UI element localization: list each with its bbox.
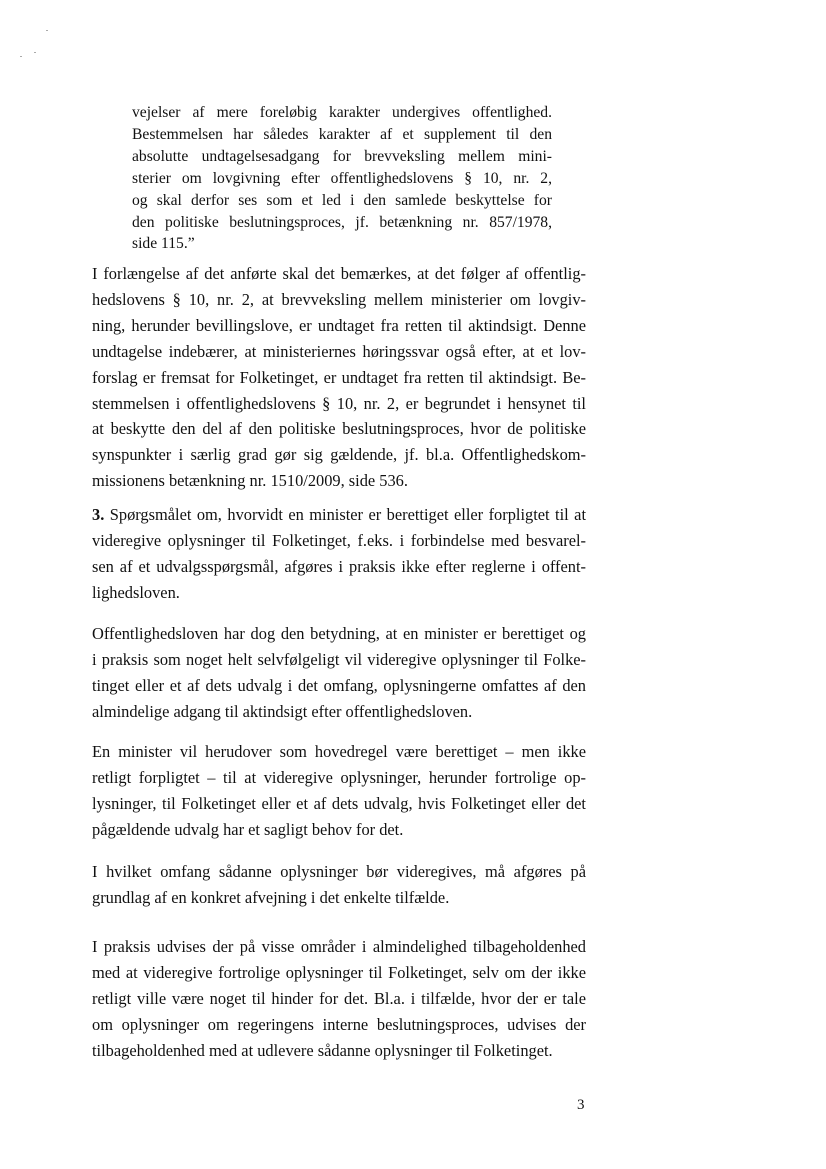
text-line: En minister vil herudover som hovedregel være berettiget – men ikke [92, 742, 586, 761]
text-line: i praksis som noget helt selvfølgeligt vil videregive oplysninger til Folke- [92, 649, 586, 669]
scan-speck [20, 56, 22, 57]
text-line: om oplysninger om regeringens interne beslutningsproces, udvises der [92, 1014, 586, 1034]
text-line: pågældende udvalg har et sagligt behov for det. [92, 819, 404, 839]
text-line: tinget eller et af dets udvalg i det omfang, oplysningerne omfattes af den [92, 675, 586, 695]
text-line: almindelige adgang til aktindsigt efter offentlighedsloven. [92, 701, 473, 721]
text-line: retligt ville være noget til hinder for det. Bl.a. i tilfælde, hvor der er tale [92, 988, 586, 1008]
page-number: 3 [577, 1097, 585, 1113]
quote-line: Bestemmelsen har således karakter af et supplement til den [132, 125, 552, 143]
section-first-line: Spørgsmålet om, hvorvidt en minister er berettiget eller forpligtet til at [104, 505, 586, 524]
quote-line: og skal derfor ses som et led i den samlede beskyttelse for [132, 191, 552, 209]
text-line: videregive oplysninger til Folketinget, f.eks. i forbindelse med besvarel- [92, 530, 586, 550]
text-line: tilbageholdenhed med at udlevere sådanne oplysninger til Folketinget. [92, 1040, 553, 1060]
text-line: grundlag af en konkret afvejning i det enkelte tilfælde. [92, 887, 450, 907]
paragraph-2 [92, 502, 586, 606]
quote-line: den politiske beslutningsproces, jf. betænkning nr. 857/1978, [132, 213, 552, 231]
text-line: I praksis udvises der på visse områder i almindelighed tilbageholdenhed [92, 937, 586, 956]
text-line: lighedsloven. [92, 582, 180, 602]
text-line: retligt forpligtet – til at videregive oplysninger, herunder fortrolige op- [92, 767, 586, 787]
text-line: med at videregive fortrolige oplysninger til Folketinget, selv om der ikke [92, 962, 586, 982]
text-line: I forlængelse af det anførte skal det bemærkes, at det følger af offentlig- [92, 264, 586, 283]
section-number: 3. [92, 505, 105, 524]
paragraph-5 [92, 859, 586, 911]
paragraph-6 [92, 934, 586, 1064]
text-line: ning, herunder bevillingslove, er undtaget fra retten til aktindsigt. Denne [92, 315, 586, 335]
text-line [92, 502, 586, 528]
text-line: I hvilket omfang sådanne oplysninger bør videregives, må afgøres på [92, 862, 586, 881]
paragraph-4 [92, 739, 586, 843]
quote-line: sterier om lovgivning efter offentlighedslovens § 10, nr. 2, [132, 169, 552, 187]
quote-line: side 115.” [132, 235, 195, 253]
text-line: missionens betænkning nr. 1510/2009, side 536. [92, 471, 408, 491]
paragraph-1 [92, 261, 586, 494]
text-line: sen af et udvalgsspørgsmål, afgøres i praksis ikke efter reglerne i offent- [92, 556, 586, 576]
scan-speck [34, 52, 36, 53]
text-line: forslag er fremsat for Folketinget, er undtaget fra retten til aktindsigt. Be- [92, 367, 586, 387]
text-line: hedslovens § 10, nr. 2, at brevveksling mellem ministerier om lovgiv- [92, 289, 586, 309]
text-line: at beskytte den del af den politiske beslutningsproces, hvor de politiske [92, 419, 586, 439]
quote-line: absolutte undtagelsesadgang for brevveksling mellem mini- [132, 147, 552, 165]
scan-speck [46, 30, 48, 31]
text-line: undtagelse indebærer, at ministeriernes høringssvar også efter, at et lov- [92, 341, 586, 361]
text-line: Offentlighedsloven har dog den betydning, at en minister er berettiget og [92, 624, 586, 643]
quote-line: vejelser af mere foreløbig karakter undergives offentlighed. [132, 104, 552, 121]
paragraph-3 [92, 621, 586, 725]
text-line: stemmelsen i offentlighedslovens § 10, nr. 2, er begrundet i hensynet til [92, 393, 586, 413]
text-line: lysninger, til Folketinget eller et af dets udvalg, hvis Folketinget eller det [92, 793, 586, 813]
block-quote [132, 102, 552, 255]
text-line: synspunkter i særlig grad gør sig gældende, jf. bl.a. Offentlighedskom- [92, 445, 586, 465]
